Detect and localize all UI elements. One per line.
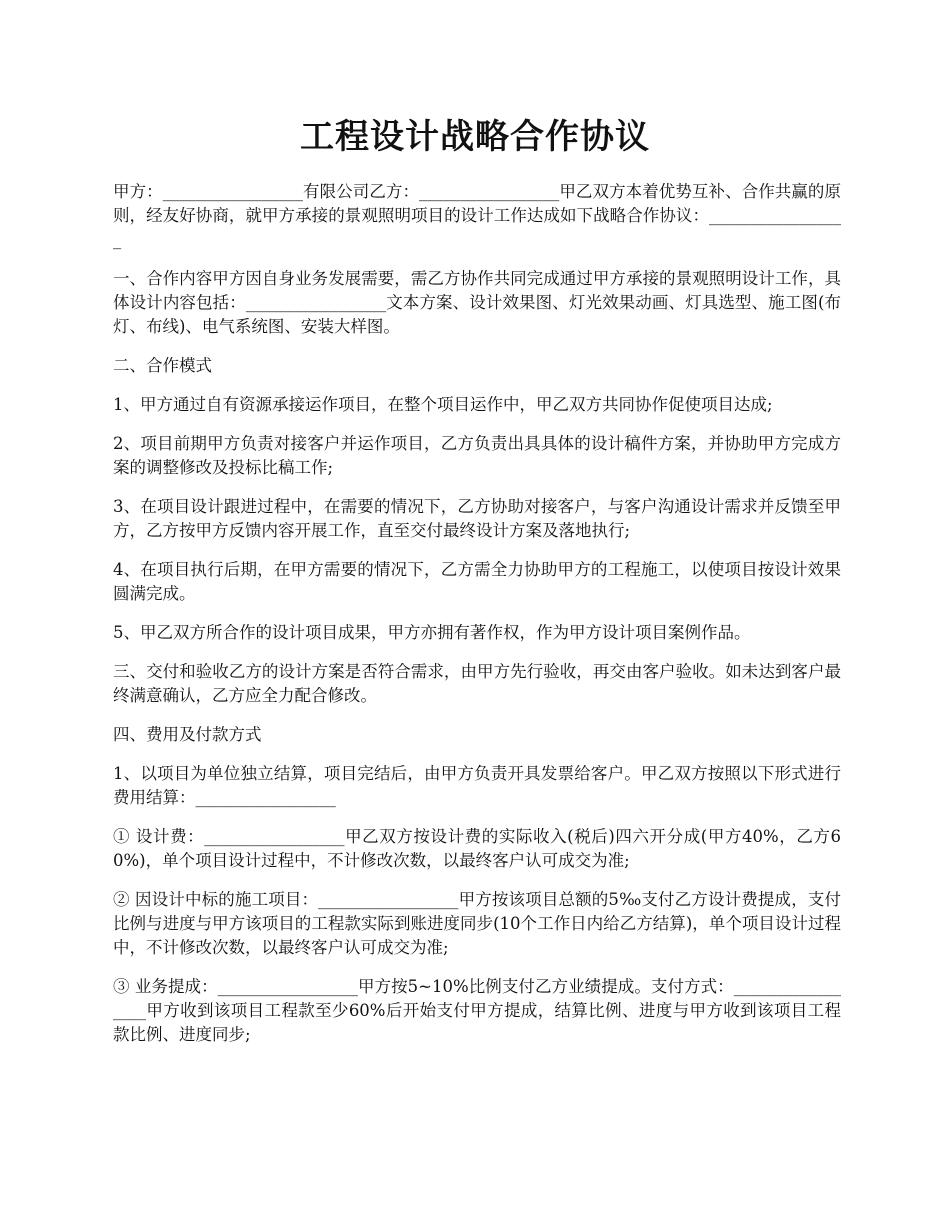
clause-2-5: 5、甲乙双方所合作的设计项目成果，甲方亦拥有著作权，作为甲方设计项目案例作品。 [113, 623, 751, 642]
paragraph-parties: 甲方：_________________有限公司乙方：_________________甲乙双方本着优势互补、合作共赢的原则，经友好协商，就甲方承接的景观照明项目的设计工作达成如下战略合作协议：_________________ [113, 182, 841, 249]
heading-fees-payment: 四、费用及付款方式 [113, 725, 262, 744]
clause-2-1: 1、甲方通过自有资源承接运作项目，在整个项目运作中，甲乙双方共同协作促使项目达成; [113, 395, 773, 414]
clause-2-3: 3、在项目设计跟进过程中，在需要的情况下，乙方协助对接客户，与客户沟通设计需求并反馈至甲方，乙方按甲方反馈内容开展工作，直至交付最终设计方案及落地执行; [113, 497, 841, 540]
document-title: 工程设计战略合作协议 [300, 117, 650, 157]
clause-design-fee: ① 设计费：_________________甲乙双方按设计费的实际收入(税后)四六开分成(甲方40%，乙方60%)，单个项目设计过程中，不计修改次数，以最终客户认可成交为准; [113, 827, 841, 870]
heading-cooperation-mode: 二、合作模式 [113, 356, 212, 375]
clause-2-2: 2、项目前期甲方负责对接客户并运作项目，乙方负责出具具体的设计稿件方案，并协助甲方完成方案的调整修改及投标比稿工作; [113, 434, 841, 477]
paragraph-delivery-acceptance: 三、交付和验收乙方的设计方案是否符合需求，由甲方先行验收，再交由客户验收。如未达到客户最终满意确认，乙方应全力配合修改。 [113, 662, 841, 705]
clause-construction-project: ② 因设计中标的施工项目：_________________甲方按该项目总额的5‰支付乙方设计费提成，支付比例与进度与甲方该项目的工程款实际到账进度同步(10个工作日内给乙方结算)，单个项目设计过程中，不计修改次数，以最终客户认可成交为准; [113, 890, 841, 957]
clause-2-4: 4、在项目执行后期，在甲方需要的情况下，乙方需全力协助甲方的工程施工，以使项目按设计效果圆满完成。 [113, 560, 841, 603]
paragraph-cooperation-content: 一、合作内容甲方因自身业务发展需要，需乙方协作共同完成通过甲方承接的景观照明设计工作，具体设计内容包括：_________________文本方案、设计效果图、灯光效果动画、灯具选型、施工图(布灯、布线)、电气系统图、安装大样图。 [113, 269, 841, 336]
clause-business-commission: ③ 业务提成：_________________甲方按5~10%比例支付乙方业绩提成。支付方式：_________________甲方收到该项目工程款至少60%后开始支付甲方提成，结算比例、进度与甲方收到该项目工程款比例、进度同步; [113, 977, 841, 1044]
clause-4-1: 1、以项目为单位独立结算，项目完结后，由甲方负责开具发票给客户。甲乙双方按照以下形式进行费用结算：_________________ [113, 764, 841, 807]
document-body [113, 180, 841, 1062]
